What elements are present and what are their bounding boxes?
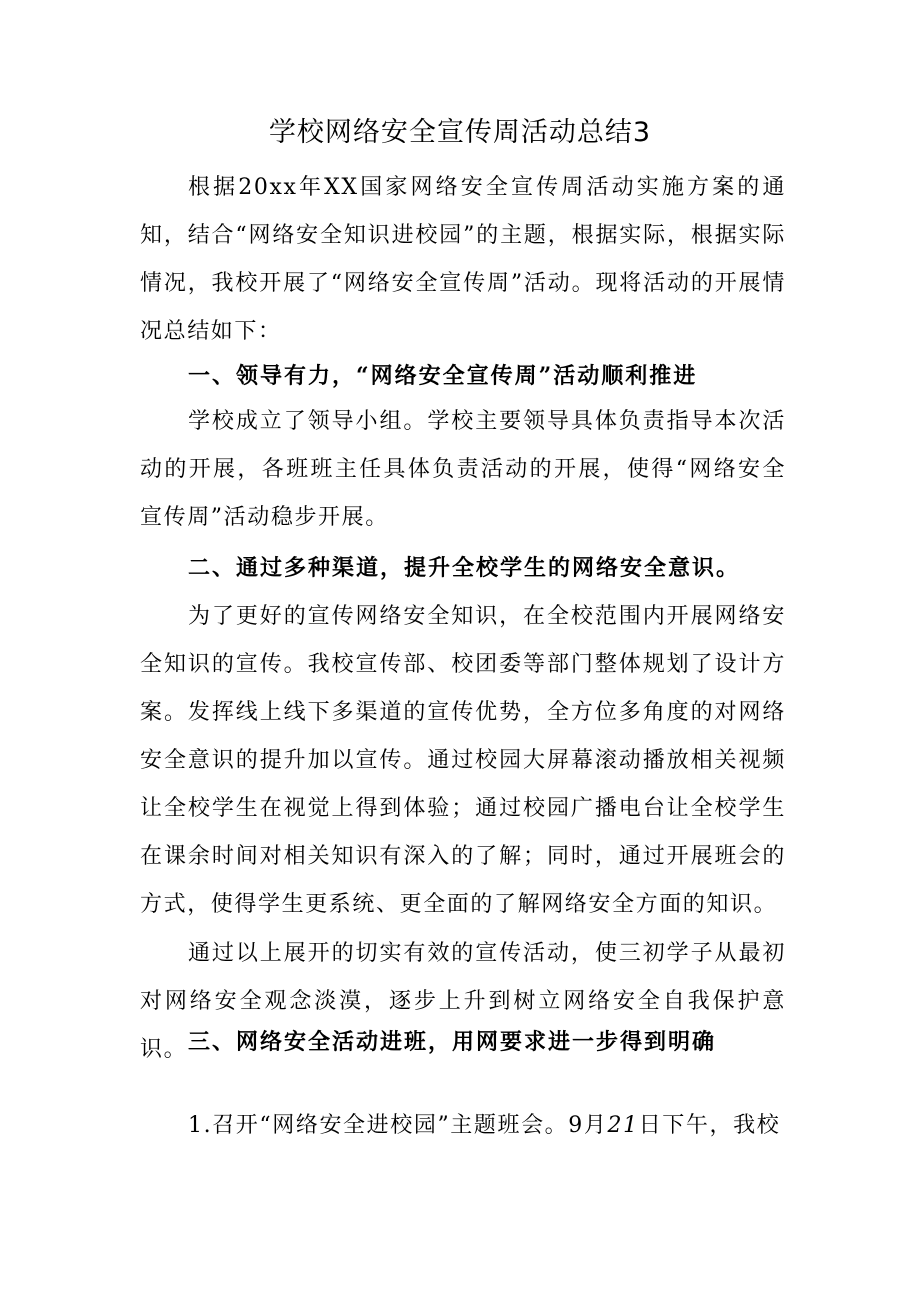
section2-heading: 二、通过多种渠道，提升全校学生的网络安全意识。 — [188, 555, 741, 581]
section2-paragraph-2: 通过以上展开的切实有效的宣传活动，使三初学子从最初对网络安全观念淡漠，逐步上升到树立网络安全自我保护意识。 — [140, 941, 786, 1062]
section3-item-1 — [140, 1102, 786, 1150]
item1-day: 21 — [607, 1113, 639, 1138]
section3-heading: 三、网络安全活动进班，用网要求进一步得到明确 — [188, 1029, 717, 1055]
section1-heading: 一、领导有力，“网络安全宣传周”活动顺利推进 — [188, 363, 698, 389]
section1-paragraph: 学校成立了领导小组。学校主要领导具体负责指导本次活动的开展，各班班主任具体负责活动的开展，使得“网络安全宣传周”活动稳步开展。 — [140, 409, 786, 530]
section2-paragraph-1: 为了更好的宣传网络安全知识，在全校范围内开展网络安全知识的宣传。我校宣传部、校团委等部门整体规划了设计方案。发挥线上线下多渠道的宣传优势，全方位多角度的对网络安全意识的提升加以宣传。通过校园大屏幕滚动播放相关视频让全校学生在视觉上得到体验；通过校园广播电台让全校学生在课余时间对相关知识有深入的了解；同时，通过开展班会的方式，使得学生更系统、更全面的了解网络安全方面的知识。 — [140, 604, 786, 917]
intro-paragraph: 根据20xx年XX国家网络安全宣传周活动实施方案的通知，结合“网络安全知识进校园”的主题，根据实际，根据实际情况，我校开展了“网络安全宣传周”活动。现将活动的开展情况总结如下： — [140, 175, 786, 344]
item1-text-start: 1.召开“网络安全进校园”主题班会。9月 — [188, 1113, 608, 1138]
document-title: 学校网络安全宣传周活动总结3 — [268, 117, 652, 148]
item1-text-end: 日下午，我校 — [638, 1113, 781, 1138]
